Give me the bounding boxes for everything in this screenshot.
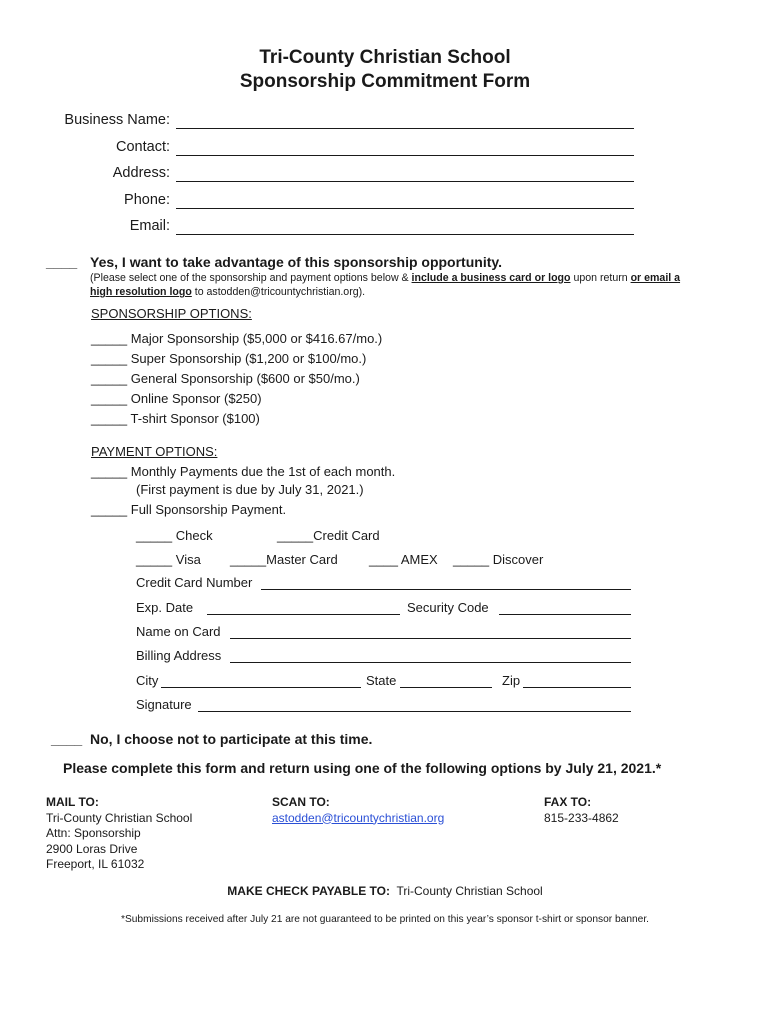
yes-checkbox-blank[interactable]: ____: [46, 254, 78, 270]
exp-date-field[interactable]: [207, 614, 400, 615]
payment-monthly-note: (First payment is due by July 31, 2021.): [136, 482, 364, 497]
signature-field[interactable]: [198, 711, 631, 712]
yes-option-note-line1: [90, 272, 680, 284]
sponsorship-option-major[interactable]: _____ Major Sponsorship ($5,000 or $416.67/mo.): [91, 331, 383, 346]
sponsorship-option-general[interactable]: _____ General Sponsorship ($600 or $50/mo.): [91, 371, 360, 386]
payment-credit-card-option[interactable]: _____Credit Card: [277, 528, 380, 543]
billing-address-field[interactable]: [230, 662, 631, 663]
exp-date-label: Exp. Date: [136, 600, 194, 615]
note-text: upon return: [570, 272, 631, 284]
note-text: to astodden@tricountychristian.org).: [191, 286, 366, 298]
mail-line: Freeport, IL 61032: [46, 857, 145, 871]
scan-email-link[interactable]: astodden@tricountychristian.org: [272, 810, 445, 825]
security-code-label: Security Code: [407, 600, 489, 615]
billing-address-label: Billing Address: [136, 648, 222, 663]
contact-field[interactable]: [176, 155, 634, 156]
zip-label: Zip: [502, 673, 521, 688]
payable-line: [0, 884, 770, 898]
form-title-line1: Tri-County Christian School: [259, 47, 511, 68]
name-on-card-label: Name on Card: [136, 624, 221, 639]
note-high-res-logo: high resolution logo: [90, 286, 192, 298]
card-discover-option[interactable]: _____ Discover: [453, 552, 544, 567]
zip-field[interactable]: [523, 687, 631, 688]
state-label: State: [366, 673, 397, 688]
form-title-line2: Sponsorship Commitment Form: [239, 71, 531, 92]
card-visa-option[interactable]: _____ Visa: [136, 552, 201, 567]
scan-to-block: [272, 795, 444, 826]
scan-to-heading: SCAN TO:: [272, 795, 330, 809]
city-field[interactable]: [161, 687, 361, 688]
email-label: Email:: [129, 218, 170, 234]
phone-label: Phone:: [124, 192, 170, 208]
note-text: (Please select one of the sponsorship and payment options below &: [90, 272, 412, 284]
business-name-field[interactable]: [176, 128, 634, 129]
fax-number: 815-233-4862: [544, 810, 619, 825]
payable-label: MAKE CHECK PAYABLE TO:: [227, 884, 390, 898]
cc-number-field[interactable]: [261, 589, 631, 590]
fax-to-block: [544, 795, 619, 826]
sponsorship-option-online[interactable]: _____ Online Sponsor ($250): [91, 391, 262, 406]
card-mastercard-option[interactable]: _____Master Card: [230, 552, 338, 567]
note-email-a: or email a: [630, 272, 681, 284]
no-checkbox-blank[interactable]: ____: [51, 731, 83, 747]
payment-option-full[interactable]: _____ Full Sponsorship Payment.: [91, 502, 287, 517]
city-label: City: [136, 673, 159, 688]
business-name-label: Business Name:: [64, 112, 170, 128]
note-business-card: include a business card or logo: [411, 272, 571, 284]
security-code-field[interactable]: [499, 614, 631, 615]
yes-option-label: Yes, I want to take advantage of this sponsorship opportunity.: [90, 254, 503, 270]
yes-option-note-line2: [90, 286, 365, 298]
signature-label: Signature: [136, 697, 192, 712]
fax-to-heading: FAX TO:: [544, 795, 592, 809]
mail-line: Attn: Sponsorship: [46, 826, 141, 840]
mail-to-heading: MAIL TO:: [46, 795, 99, 809]
sponsorship-option-super[interactable]: _____ Super Sponsorship ($1,200 or $100/mo.): [91, 351, 367, 366]
state-field[interactable]: [400, 687, 492, 688]
card-amex-option[interactable]: ____ AMEX: [369, 552, 438, 567]
email-field[interactable]: [176, 234, 634, 235]
payable-value: Tri-County Christian School: [396, 884, 543, 898]
sponsorship-heading: SPONSORSHIP OPTIONS:: [91, 306, 252, 321]
name-on-card-field[interactable]: [230, 638, 631, 639]
cc-number-label: Credit Card Number: [136, 575, 253, 590]
mail-to-block: [46, 795, 192, 873]
phone-field[interactable]: [176, 208, 634, 209]
sponsorship-option-tshirt[interactable]: _____ T-shirt Sponsor ($100): [91, 411, 260, 426]
no-option-label: No, I choose not to participate at this time.: [90, 731, 373, 747]
mail-line: 2900 Loras Drive: [46, 841, 138, 856]
return-instructions: Please complete this form and return using one of the following options by July 21, 2021.*: [63, 760, 662, 776]
contact-label: Contact:: [116, 139, 170, 155]
payment-check-option[interactable]: _____ Check: [136, 528, 213, 543]
payment-option-monthly[interactable]: _____ Monthly Payments due the 1st of each month.: [91, 464, 396, 479]
address-field[interactable]: [176, 181, 634, 182]
footnote: *Submissions received after July 21 are not guaranteed to be printed on this year’s sponsor t-shirt or sponsor banner.: [121, 914, 649, 925]
payment-heading: PAYMENT OPTIONS:: [91, 444, 218, 459]
address-label: Address:: [112, 165, 170, 181]
mail-line: Tri-County Christian School: [46, 810, 193, 825]
